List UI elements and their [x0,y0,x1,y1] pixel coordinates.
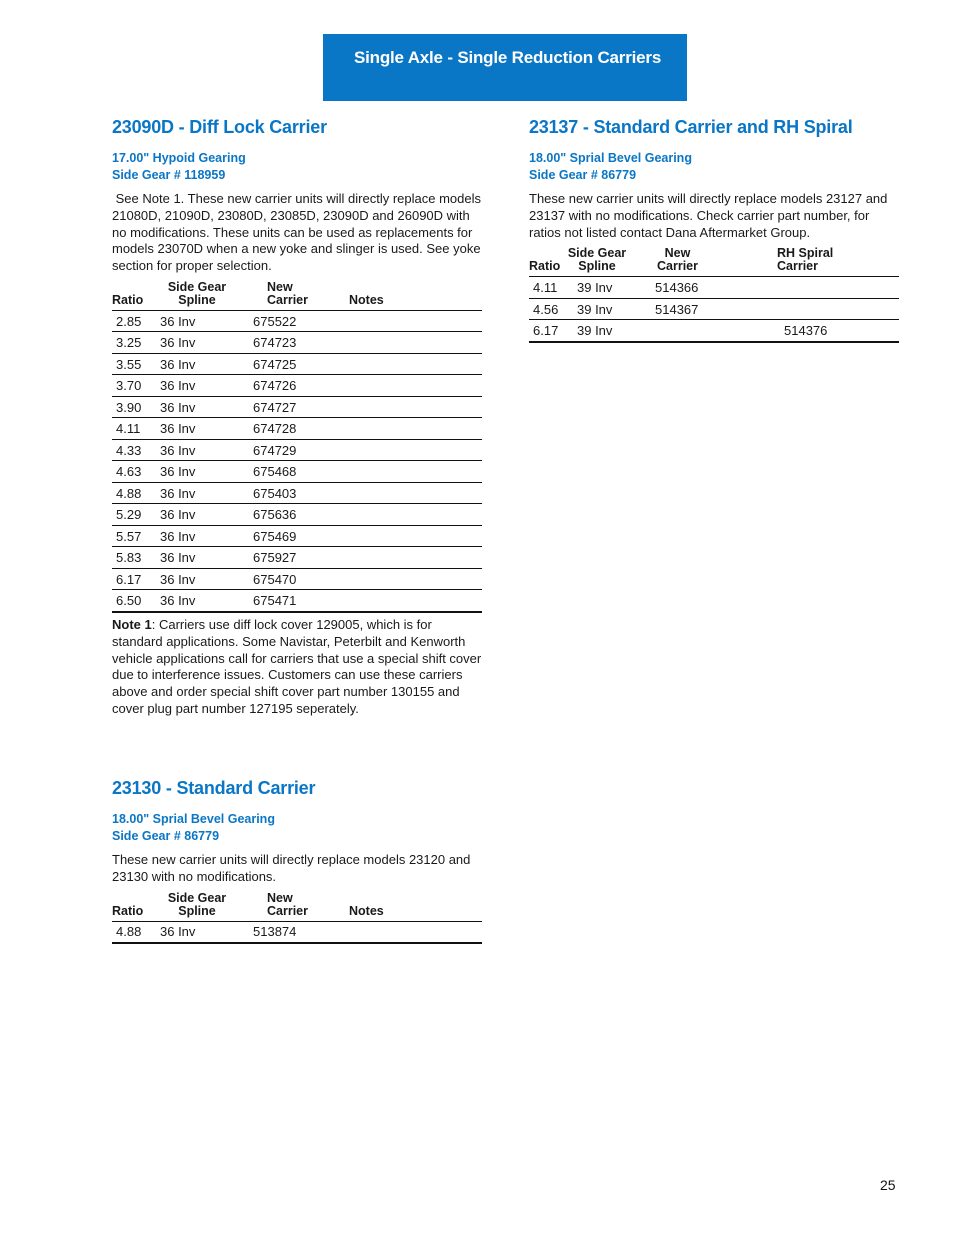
cell-ratio: 6.50 [112,590,147,612]
cell-carrier: 675470 [247,568,309,590]
cell-notes [309,396,482,418]
cell-carrier: 675522 [247,310,309,332]
section-title: 23137 - Standard Carrier and RH Spiral [529,117,853,137]
col-header-ratio: Ratio [529,247,564,277]
note-text: : Carriers use diff lock cover 129005, which is for standard applications. Some Navistar, Peterbilt and Kenworth vehicle applications call for carriers that use a special shift cover due to interference issues. Customers can use these carriers above and order special shift cover part number 130155 and cover plug part number 127195 seperately. [112,616,482,716]
carrier-table [112,892,482,945]
section-23137 [529,116,899,343]
cell-ratio: 2.85 [112,310,147,332]
cell-carrier: 675636 [247,504,309,526]
col-header-spline: Side Gear Spline [564,247,630,277]
cell-ratio: 5.83 [112,547,147,569]
table-row [112,396,482,418]
cell-ratio: 4.11 [529,277,564,299]
cell-notes [309,332,482,354]
section-description: These new carrier units will directly replace models 23127 and 23137 with no modifications. Check carrier part number, for ratios not listed contact Dana Aftermarket Group. [529,191,888,240]
table-row [112,590,482,612]
cell-notes [309,418,482,440]
cell-notes [309,353,482,375]
cell-ratio: 3.70 [112,375,147,397]
table-row [112,525,482,547]
cell-ratio: 5.29 [112,504,147,526]
table-row [112,332,482,354]
section-23090d [112,116,485,718]
cell-ratio: 4.33 [112,439,147,461]
table-row [112,439,482,461]
cell-carrier: 514366 [630,277,725,299]
cell-ratio: 4.56 [529,298,564,320]
cell-carrier: 675403 [247,482,309,504]
col-header-spline: Side Gear Spline [147,281,247,311]
cell-spline: 36 Inv [147,461,247,483]
cell-spline: 36 Inv [147,921,247,943]
gearing-label: 18.00" Sprial Bevel Gearing [529,151,692,165]
col-header-notes: Notes [309,281,482,311]
cell-rh-carrier [725,298,899,320]
section-title: 23130 - Standard Carrier [112,778,316,798]
cell-ratio: 4.88 [112,482,147,504]
cell-spline: 36 Inv [147,525,247,547]
table-row [112,353,482,375]
cell-ratio: 3.55 [112,353,147,375]
cell-notes [309,525,482,547]
cell-carrier: 675468 [247,461,309,483]
cell-notes [309,921,482,943]
cell-spline: 36 Inv [147,353,247,375]
carrier-table [112,281,482,613]
cell-spline: 36 Inv [147,310,247,332]
cell-carrier: 514367 [630,298,725,320]
cell-carrier: 675927 [247,547,309,569]
cell-notes [309,568,482,590]
cell-carrier: 513874 [247,921,309,943]
col-header-ratio: Ratio [112,892,147,922]
cell-spline: 36 Inv [147,504,247,526]
cell-notes [309,461,482,483]
table-header-row [529,247,899,277]
col-header-notes: Notes [309,892,482,922]
cell-spline: 36 Inv [147,547,247,569]
table-row [529,298,899,320]
cell-ratio: 4.11 [112,418,147,440]
col-header-carrier: New Carrier [247,892,309,922]
cell-ratio: 5.57 [112,525,147,547]
col-header-spline: Side Gear Spline [147,892,247,922]
col-header-carrier: New Carrier [630,247,725,277]
col-header-ratio: Ratio [112,281,147,311]
cell-ratio: 4.88 [112,921,147,943]
gearing-label: 18.00" Sprial Bevel Gearing [112,812,275,826]
side-gear-label: Side Gear # 86779 [112,829,220,843]
cell-rh-carrier: 514376 [725,320,899,342]
note-1 [112,617,482,718]
table-row [112,375,482,397]
page-number: 25 [880,1177,896,1193]
col-header-rh-carrier: RH Spiral Carrier [725,247,899,277]
table-row [112,310,482,332]
cell-spline: 36 Inv [147,332,247,354]
cell-ratio: 6.17 [112,568,147,590]
cell-carrier: 675471 [247,590,309,612]
cell-carrier [630,320,725,342]
cell-notes [309,439,482,461]
table-header-row [112,281,482,311]
cell-carrier: 674725 [247,353,309,375]
table-row [112,504,482,526]
cell-notes [309,375,482,397]
table-row [529,277,899,299]
cell-spline: 36 Inv [147,375,247,397]
cell-carrier: 674723 [247,332,309,354]
cell-spline: 36 Inv [147,482,247,504]
cell-carrier: 675469 [247,525,309,547]
table-header-row [112,892,482,922]
cell-notes [309,482,482,504]
cell-spline: 36 Inv [147,396,247,418]
gearing-label: 17.00" Hypoid Gearing [112,151,246,165]
cell-ratio: 6.17 [529,320,564,342]
cell-notes [309,310,482,332]
cell-spline: 36 Inv [147,590,247,612]
cell-spline: 36 Inv [147,418,247,440]
cell-spline: 36 Inv [147,439,247,461]
section-description: See Note 1. These new carrier units will directly replace models 21080D, 21090D, 23080D, 23085D, 23090D and 26090D with no modifications. These units can be used as replacements for models 23070D when a new yoke and slinger is used. See yoke section for proper selection. [112,191,485,274]
cell-spline: 39 Inv [564,320,630,342]
section-description: These new carrier units will directly replace models 23120 and 23130 with no modifications. [112,852,471,884]
table-row [112,461,482,483]
cell-ratio: 4.63 [112,461,147,483]
cell-carrier: 674726 [247,375,309,397]
side-gear-label: Side Gear # 86779 [529,168,637,182]
table-row [529,320,899,342]
page-banner [323,34,687,101]
banner-title: Single Axle - Single Reduction Carriers [354,48,662,67]
cell-ratio: 3.25 [112,332,147,354]
cell-spline: 39 Inv [564,277,630,299]
carrier-table [529,247,899,343]
cell-notes [309,547,482,569]
note-label: Note 1 [112,616,152,632]
cell-spline: 39 Inv [564,298,630,320]
cell-carrier: 674728 [247,418,309,440]
cell-notes [309,504,482,526]
cell-carrier: 674729 [247,439,309,461]
table-row [112,568,482,590]
section-title: 23090D - Diff Lock Carrier [112,117,327,137]
cell-carrier: 674727 [247,396,309,418]
table-row [112,418,482,440]
section-23130 [112,777,482,944]
table-row [112,547,482,569]
cell-rh-carrier [725,277,899,299]
col-header-carrier: New Carrier [247,281,309,311]
table-row [112,482,482,504]
side-gear-label: Side Gear # 118959 [112,168,226,182]
cell-ratio: 3.90 [112,396,147,418]
cell-notes [309,590,482,612]
table-row [112,921,482,943]
cell-spline: 36 Inv [147,568,247,590]
